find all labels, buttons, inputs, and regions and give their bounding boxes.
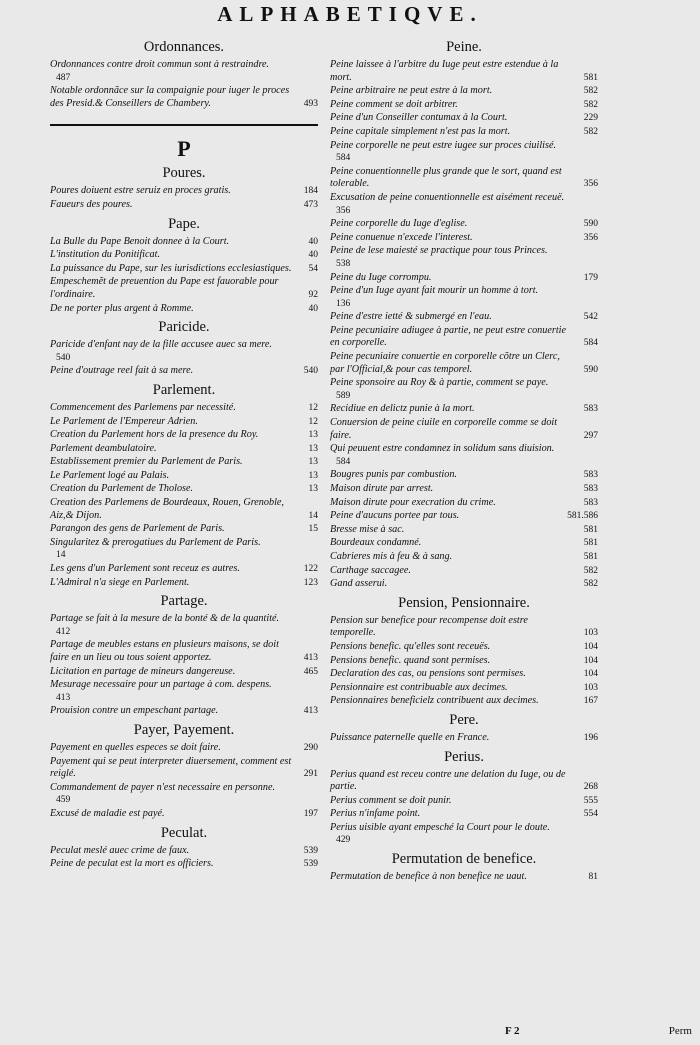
- catchword: Perm: [668, 1025, 692, 1037]
- index-entry: [50, 303, 318, 316]
- index-entry: [50, 236, 318, 249]
- entry-text: Commencement des Parlemens par necessité.: [50, 401, 236, 413]
- index-entry: [330, 682, 598, 695]
- index-entry: [330, 483, 598, 496]
- index-entry: [50, 497, 318, 522]
- entry-page-number: 184: [303, 186, 318, 197]
- entry-text: Creation du Parlement de Tholose.: [50, 483, 194, 495]
- index-entry: [50, 666, 318, 679]
- left-column-top: [50, 39, 318, 110]
- entry-text: Perius comment se doit punir.: [330, 794, 452, 806]
- index-entry: [330, 232, 598, 245]
- entry-text: L'institution du Ponitificat.: [50, 249, 161, 261]
- entry-text: Peine arbitraire ne peut estre à la mort.: [330, 85, 493, 97]
- entry-text: Bourdeaux condamné.: [330, 537, 422, 549]
- entry-text: Excusé de maladie est payé.: [50, 807, 165, 819]
- index-entry: [50, 199, 318, 212]
- entry-page-number: 291: [303, 769, 318, 780]
- index-section: [50, 382, 318, 589]
- index-entry: [50, 443, 318, 456]
- entry-page-number: 13: [308, 457, 318, 468]
- index-entry: [50, 456, 318, 469]
- entry-page-number: 583: [583, 404, 598, 415]
- entry-page-number: 12: [308, 416, 318, 427]
- entry-page-number: 582: [583, 579, 598, 590]
- index-entry: [50, 276, 318, 301]
- entry-text: Pensions benefic. qu'elles sont receuës.: [330, 640, 491, 652]
- entry-page-number: 268: [583, 782, 598, 793]
- entry-text: Peine de lese maiesté se practique pour tous Princes.: [330, 245, 548, 257]
- index-entry: [330, 615, 598, 640]
- section-heading: Peculat.: [160, 824, 208, 841]
- entry-page-number: 81: [588, 872, 598, 883]
- entry-page-number: 104: [583, 641, 598, 652]
- index-section: [330, 712, 598, 745]
- entry-text: Peine du Iuge corrompu.: [330, 271, 432, 283]
- entry-page-number: 13: [308, 430, 318, 441]
- entry-text: Peine d'outrage reel fait à sa mere.: [50, 365, 194, 377]
- entry-text: Partage de meubles estans en plusieurs maisons, se doit faire en un lieu ou tous soient apportez.: [50, 639, 279, 663]
- section-heading: Paricide.: [158, 319, 210, 336]
- letter-heading: P: [177, 136, 191, 162]
- index-entry: [330, 469, 598, 482]
- entry-page-number: 487: [56, 72, 71, 83]
- entry-text: Peine pecuniaire adiugee à partie, ne peut estre conuertie en corporelle.: [330, 324, 567, 349]
- entry-page-number: 13: [308, 484, 318, 495]
- entry-page-number: 581.586: [567, 511, 598, 522]
- entry-page-number: 412: [56, 626, 71, 637]
- entry-page-number: 356: [336, 205, 351, 216]
- entry-page-number: 584: [583, 338, 598, 349]
- entry-text: Licitation en partage de mineurs dangereuse.: [50, 665, 236, 677]
- index-entry: [330, 140, 598, 165]
- entry-text: De ne porter plus argent à Romme.: [50, 302, 194, 314]
- index-entry: [50, 483, 318, 496]
- index-entry: [330, 822, 598, 847]
- index-entry: [330, 245, 598, 270]
- entry-text: Perius n'infame point.: [330, 808, 421, 820]
- section-heading: Pension, Pensionnaire.: [398, 594, 530, 611]
- entry-page-number: 429: [336, 835, 351, 846]
- entry-page-number: 581: [583, 524, 598, 535]
- index-entry: [330, 311, 598, 324]
- index-entry: [50, 263, 318, 276]
- index-entry: [50, 679, 318, 704]
- entry-text: Le Parlement de l'Empereur Adrien.: [50, 415, 198, 427]
- index-entry: [330, 524, 598, 537]
- index-entry: [50, 845, 318, 858]
- entry-text: Excusation de peine conuentionnelle est aisément receuë.: [330, 191, 565, 203]
- entry-text: Qui peuuent estre condamnez in solidum sans diuision.: [330, 443, 555, 455]
- entry-text: Carthage saccagee.: [330, 564, 411, 576]
- section-heading: Partage.: [160, 593, 208, 610]
- index-section: [50, 825, 318, 871]
- entry-text: Maison dirute pour execration du crime.: [330, 496, 496, 508]
- index-entry: [330, 565, 598, 578]
- entry-page-number: 413: [56, 692, 71, 703]
- index-section: [50, 39, 318, 110]
- index-entry: [330, 272, 598, 285]
- entry-page-number: 582: [583, 565, 598, 576]
- entry-page-number: 540: [56, 352, 71, 363]
- index-entry: [330, 695, 598, 708]
- left-column-sections: [50, 165, 318, 870]
- signature-mark: F 2: [505, 1025, 520, 1037]
- entry-page-number: 413: [303, 706, 318, 717]
- entry-page-number: 582: [583, 126, 598, 137]
- entry-text: Pensionnaires beneficielz contribuent aux decimes.: [330, 695, 539, 707]
- entry-text: Declaration des cas, ou pensions sont permises.: [330, 668, 526, 680]
- entry-text: Peine comment se doit arbitrer.: [330, 98, 458, 110]
- entry-page-number: 582: [583, 99, 598, 110]
- entry-page-number: 583: [583, 470, 598, 481]
- entry-page-number: 589: [336, 390, 351, 401]
- index-entry: [330, 537, 598, 550]
- entry-text: Establissement premier du Parlement de Paris.: [50, 456, 243, 468]
- entry-text: Peine d'aucuns portee par tous.: [330, 510, 460, 522]
- index-entry: [330, 769, 598, 794]
- entry-page-number: 581: [583, 538, 598, 549]
- index-section: [330, 595, 598, 708]
- index-entry: [50, 339, 318, 364]
- left-column: [50, 36, 318, 875]
- index-entry: [50, 523, 318, 536]
- entry-page-number: 14: [308, 510, 318, 521]
- entry-text: Peine sponsoire au Roy & à partie, comment se paye.: [330, 377, 549, 389]
- entry-text: Pensionnaire est contribuable aux decimes.: [330, 681, 508, 693]
- entry-text: Bougres punis par combustion.: [330, 469, 457, 481]
- entry-page-number: 465: [303, 666, 318, 677]
- entry-page-number: 197: [303, 808, 318, 819]
- entry-text: Peine d'un Conseiller contumax à la Court.: [330, 112, 508, 124]
- entry-text: Poures doiuent estre seruiz en proces gratis.: [50, 185, 231, 197]
- entry-text: Perius uisible ayant empesché la Court pour le doute.: [330, 821, 550, 833]
- section-heading: Permutation de benefice.: [391, 851, 537, 868]
- index-entry: [50, 537, 318, 562]
- entry-page-number: 584: [336, 153, 351, 164]
- entry-text: Notable ordonnãce sur la compaignie pour iuger le proces des Presid.& Conseillers de Chambery.: [50, 85, 290, 109]
- index-entry: [50, 808, 318, 821]
- entry-text: Peine d'un Iuge ayant fait mourir un homme à tort.: [330, 285, 539, 297]
- entry-text: Singularitez & prerogatiues du Parlement de Paris.: [50, 536, 261, 548]
- index-entry: [330, 325, 598, 350]
- entry-page-number: 40: [308, 236, 318, 247]
- index-entry: [330, 551, 598, 564]
- entry-page-number: 229: [583, 113, 598, 124]
- section-heading: Parlement.: [152, 381, 216, 398]
- index-entry: [50, 249, 318, 262]
- index-entry: [330, 510, 598, 523]
- index-entry: [330, 192, 598, 217]
- section-heading: Perius.: [444, 748, 484, 765]
- index-entry: [50, 577, 318, 590]
- entry-page-number: 104: [583, 655, 598, 666]
- index-entry: [50, 782, 318, 807]
- entry-page-number: 581: [583, 551, 598, 562]
- index-entry: [330, 497, 598, 510]
- entry-page-number: 590: [583, 364, 598, 375]
- entry-text: Peculat meslé auec crime de faux.: [50, 844, 190, 856]
- entry-page-number: 581: [583, 72, 598, 83]
- index-entry: [330, 285, 598, 310]
- entry-page-number: 179: [583, 272, 598, 283]
- entry-page-number: 40: [308, 250, 318, 261]
- entry-page-number: 54: [308, 263, 318, 274]
- index-section: [330, 39, 598, 591]
- entry-page-number: 582: [583, 86, 598, 97]
- entry-text: Permutation de benefice à non benefice ne uaut.: [330, 871, 527, 883]
- index-entry: [50, 429, 318, 442]
- index-entry: [50, 185, 318, 198]
- index-entry: [330, 578, 598, 591]
- index-entry: [50, 85, 318, 110]
- entry-text: Peine conuenue n'excede l'interest.: [330, 231, 473, 243]
- entry-page-number: 539: [303, 859, 318, 870]
- entry-page-number: 297: [583, 430, 598, 441]
- entry-text: Payement en quelles especes se doit faire.: [50, 741, 221, 753]
- section-heading: Poures.: [162, 165, 206, 182]
- entry-text: Parlement deambulatoire.: [50, 442, 157, 454]
- entry-page-number: 290: [303, 742, 318, 753]
- right-column: [330, 36, 598, 888]
- index-section: [50, 319, 318, 378]
- index-entry: [330, 403, 598, 416]
- index-entry: [330, 808, 598, 821]
- index-section: [50, 593, 318, 718]
- index-entry: [330, 795, 598, 808]
- entry-text: Payement qui se peut interpreter diuersement, comment est reiglé.: [50, 755, 292, 780]
- entry-text: Cabrieres mis à feu & à sang.: [330, 550, 453, 562]
- entry-text: Faueurs des poures.: [50, 198, 133, 210]
- entry-text: Peine d'estre ietté & submergé en l'eau.: [330, 311, 492, 323]
- right-column-sections: [330, 39, 598, 884]
- index-entry: [50, 705, 318, 718]
- index-entry: [50, 756, 318, 781]
- entry-page-number: 40: [308, 303, 318, 314]
- entry-page-number: 538: [336, 258, 351, 269]
- index-section: [330, 851, 598, 884]
- index-entry: [330, 59, 598, 84]
- entry-page-number: 103: [583, 682, 598, 693]
- entry-text: Puissance paternelle quelle en France.: [330, 731, 490, 743]
- entry-text: Peine corporelle du Iuge d'eglise.: [330, 218, 468, 230]
- index-entry: [50, 402, 318, 415]
- entry-text: Partage se fait à la mesure de la bonté & de la quantité.: [50, 613, 280, 625]
- entry-text: La Bulle du Pape Benoit donnee à la Court.: [50, 235, 230, 247]
- entry-page-number: 540: [303, 366, 318, 377]
- entry-page-number: 356: [583, 232, 598, 243]
- entry-text: Conuersion de peine ciuile en corporelle comme se doit faire.: [330, 417, 558, 441]
- entry-page-number: 196: [583, 732, 598, 743]
- entry-text: Paricide d'enfant nay de la fille accusee auec sa mere.: [50, 339, 272, 351]
- entry-page-number: 167: [583, 696, 598, 707]
- entry-text: Peine pecuniaire conuertie en corporelle cõtre un Clerc, par l'Official,& pour cas temporel.: [330, 351, 560, 375]
- index-entry: [330, 85, 598, 98]
- index-entry: [330, 641, 598, 654]
- entry-page-number: 104: [583, 669, 598, 680]
- index-entry: [330, 166, 598, 191]
- index-entry: [330, 871, 598, 884]
- entry-page-number: 590: [583, 219, 598, 230]
- entry-page-number: 584: [336, 456, 351, 467]
- index-entry: [330, 377, 598, 402]
- index-entry: [50, 59, 318, 84]
- entry-text: Perius quand est receu contre une delation du Iuge, ou de partie.: [330, 768, 566, 793]
- entry-page-number: 583: [583, 484, 598, 494]
- index-entry: [330, 126, 598, 139]
- index-section: [50, 722, 318, 821]
- index-entry: [50, 613, 318, 638]
- index-entry: [330, 112, 598, 125]
- index-entry: [50, 563, 318, 576]
- entry-page-number: 583: [583, 497, 598, 508]
- index-entry: [50, 365, 318, 378]
- entry-page-number: 103: [583, 628, 598, 639]
- section-heading: Pere.: [449, 711, 479, 728]
- entry-text: Peine capitale simplement n'est pas la mort.: [330, 125, 511, 137]
- entry-text: Gand asserui.: [330, 578, 388, 590]
- entry-text: Empeschemẽt de preuention du Pape est fauorable pour l'ordinaire.: [50, 276, 279, 300]
- entry-text: Le Parlement logé au Palais.: [50, 469, 170, 481]
- entry-page-number: 539: [303, 845, 318, 856]
- entry-page-number: 13: [308, 470, 318, 481]
- entry-text: Peine laissee à l'arbitre du Iuge peut estre estendue à la mort.: [330, 59, 559, 83]
- entry-text: Parangon des gens de Parlement de Paris.: [50, 523, 225, 535]
- section-heading: Payer, Payement.: [133, 721, 235, 738]
- entry-page-number: 122: [303, 564, 318, 575]
- entry-text: Creation du Parlement hors de la presence du Roy.: [50, 429, 259, 441]
- entry-page-number: 356: [583, 179, 598, 190]
- index-entry: [50, 858, 318, 871]
- entry-text: Peine de peculat est la mort es officiers.: [50, 858, 214, 870]
- index-entry: [330, 732, 598, 745]
- index-entry: [50, 639, 318, 664]
- index-entry: [50, 470, 318, 483]
- entry-text: Ordonnances contre droit commun sont à restraindre.: [50, 59, 270, 70]
- entry-page-number: 459: [56, 795, 71, 806]
- entry-text: L'Admiral n'a siege en Parlement.: [50, 576, 190, 588]
- entry-text: Bresse mise à sac.: [330, 523, 405, 535]
- entry-text: Pensions benefic. quand sont permises.: [330, 654, 491, 666]
- index-entry: [330, 351, 598, 376]
- entry-text: Pension sur benefice pour recompense doit estre temporelle.: [330, 614, 528, 639]
- entry-page-number: 14: [56, 550, 66, 561]
- entry-page-number: 92: [308, 289, 318, 300]
- entry-page-number: 555: [583, 795, 598, 806]
- entry-page-number: 123: [303, 577, 318, 588]
- entry-text: Commandement de payer n'est necessaire en personne.: [50, 781, 276, 793]
- entry-text: Prouision contre un empeschant partage.: [50, 705, 219, 717]
- entry-page-number: 493: [303, 98, 318, 109]
- index-entry: [330, 218, 598, 231]
- entry-page-number: 136: [336, 298, 351, 309]
- index-entry: [50, 416, 318, 429]
- entry-page-number: 15: [308, 524, 318, 535]
- index-entry: [330, 99, 598, 112]
- entry-text: Peine corporelle ne peut estre iugee sur proces ciuilisé.: [330, 139, 557, 151]
- index-entry: [330, 655, 598, 668]
- index-section: [50, 165, 318, 211]
- entry-page-number: 13: [308, 443, 318, 454]
- entry-text: Creation des Parlemens de Bourdeaux, Rouen, Grenoble, Aiz,& Dijon.: [50, 497, 284, 521]
- entry-text: La puissance du Pape, sur les iurisdictions ecclesiastiques.: [50, 262, 292, 274]
- entry-text: Maison dirute par arrest.: [330, 483, 434, 494]
- index-entry: [330, 443, 598, 468]
- entry-text: Recidiue en delictz punie à la mort.: [330, 403, 475, 415]
- running-head: ALPHABETIQVE.: [217, 2, 483, 26]
- entry-text: Peine conuentionnelle plus grande que le sort, quand est tolerable.: [330, 165, 562, 190]
- index-entry: [330, 668, 598, 681]
- entry-page-number: 542: [583, 312, 598, 323]
- section-heading: Peine.: [446, 39, 482, 55]
- index-section: [50, 216, 318, 316]
- entry-page-number: 554: [583, 809, 598, 820]
- entry-page-number: 473: [303, 199, 318, 210]
- entry-page-number: 12: [308, 402, 318, 413]
- index-entry: [50, 742, 318, 755]
- section-rule: [50, 124, 318, 126]
- section-heading: Ordonnances.: [143, 39, 225, 55]
- index-entry: [330, 417, 598, 442]
- entry-page-number: 413: [303, 653, 318, 663]
- index-section: [330, 749, 598, 848]
- section-heading: Pape.: [168, 215, 200, 232]
- entry-text: Les gens d'un Parlement sont receuz es autres.: [50, 563, 240, 575]
- entry-text: Mesurage necessaire pour un partage à com. despens.: [50, 679, 272, 691]
